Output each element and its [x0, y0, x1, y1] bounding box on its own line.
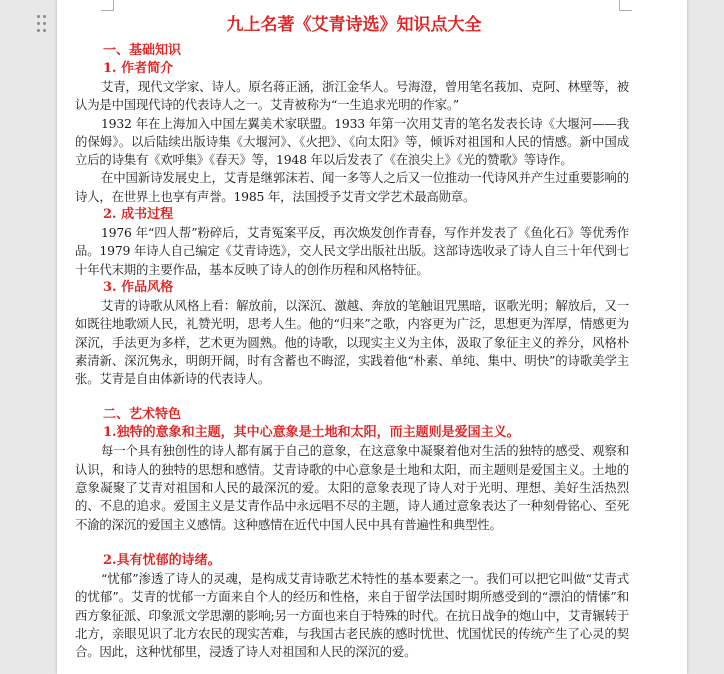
subsection-heading: 3. 作品风格: [103, 279, 174, 295]
paragraph: 艾青的诗歌从风格上看：解放前，以深沉、激越、奔放的笔触诅咒黑暗，讴歌光明；解放后，又一如既往地歌颂人民，礼赞光明，思考人生。他的“归来”之歌，内容更为广泛，思想更为浑厚，情感更为深沉，手法更为多样，艺术更为圆熟。他的诗歌，以现实主义为主体，汲取了象征主义的养分，风格朴素清新、深沉隽永，明朗开阔，时有含蓄也不晦涩，实践着他“朴素、单纯、集中、明快”的诗歌美学主张。艾青是自由体新诗的代表诗人。: [75, 297, 629, 387]
subsection-heading: 2.具有忧郁的诗绪。: [103, 552, 221, 568]
drag-handle-icon[interactable]: [37, 15, 47, 33]
paragraph: “忧郁”渗透了诗人的灵魂，是构成艾青诗歌艺术特性的基本要素之一。我们可以把它叫做“艾青式的忧郁”。艾青的忧郁一方面来自个人的经历和性格，来自于留学法国时期所感受到的“漂泊的情愫”和西方象征派、印象派文学思潮的影响;另一方面也来自于特殊的时代。在抗日战争的炮山中，艾青辗转于北方，亲眼见识了北方农民的现实苦难，与我国古老民族的感时忧世、忧国忧民的传统产生了心灵的契合。因此，这种忧郁里，浸透了诗人对祖国和人民的深沉的爱。: [75, 570, 629, 660]
subsection-heading: 1. 作者简介: [103, 61, 174, 76]
document-body: [75, 12, 629, 661]
paragraph: 在中国新诗发展史上，艾青是继郭沫若、闻一多等人之后又一位推动一代诗风并产生过重要影响的诗人，在世界上也享有声誉。1985 年，法国授予艾青文学艺术最高勋章。: [75, 170, 629, 204]
spacer: [75, 534, 629, 552]
spacer: [75, 388, 629, 406]
document-page: [57, 0, 687, 674]
document-title: 九上名著《艾青诗选》知识点大全: [226, 15, 482, 35]
paragraph: 1976 年“四人帮”粉碎后，艾青冤案平反，再次焕发创作青春，写作并发表了《鱼化石》等优秀作品。1979 年诗人自己编定《艾青诗选》，交人民文学出版社出版。这部诗选收录了诗人自三十年代到七十年代末期的主要作品，基本反映了诗人的创作历程和风格特征。: [75, 225, 629, 277]
paragraph: 艾青，现代文学家、诗人。原名蒋正涵，浙江金华人。号海澄，曾用笔名莪加、克阿、林壁等，被认为是中国现代诗的代表诗人之一。艾青被称为“一生追求光明的作家。”: [75, 79, 629, 113]
subsection-heading: 1.独特的意象和主题，其中心意象是土地和太阳，而主题则是爱国主义。: [103, 425, 520, 441]
paragraph: 1932 年在上海加入中国左翼美术家联盟。1933 年第一次用艾青的笔名发表长诗《大堰河——我的保姆》。以后陆续出版诗集《大堰河》、《火把》、《向太阳》等，倾诉对祖国和人民的情感。新中国成立后的诗集有《欢呼集》《春天》等，1948 年以后发表了《在浪尖上》《光的赞歌》等诗作。: [75, 115, 629, 168]
subsection-heading: 2. 成书过程: [103, 207, 174, 223]
section-heading: 二、艺术特色: [103, 407, 182, 423]
section-heading: 一、基础知识: [103, 43, 182, 58]
page-corner-mark: [619, 0, 632, 11]
paragraph: 每一个具有独创性的诗人都有属于自己的意象，在这意象中凝聚着他对生活的独特的感受、观察和认识，和诗人的独特的思想和感情。艾青诗歌的中心意象是土地和太阳，而主题则是爱国主义。土地的意象凝聚了艾青对祖国和人民的最深沉的爱。太阳的意象表现了诗人对于光明、理想、美好生活热烈的、不息的追求。爱国主义是艾青作品中永远唱不尽的主题，诗人通过意象表达了一种刻骨铭心、至死不渝的深沉的爱国主义感情。这种感情在近代中国人民中具有普遍性和典型性。: [75, 443, 629, 532]
page-corner-mark: [101, 0, 114, 11]
